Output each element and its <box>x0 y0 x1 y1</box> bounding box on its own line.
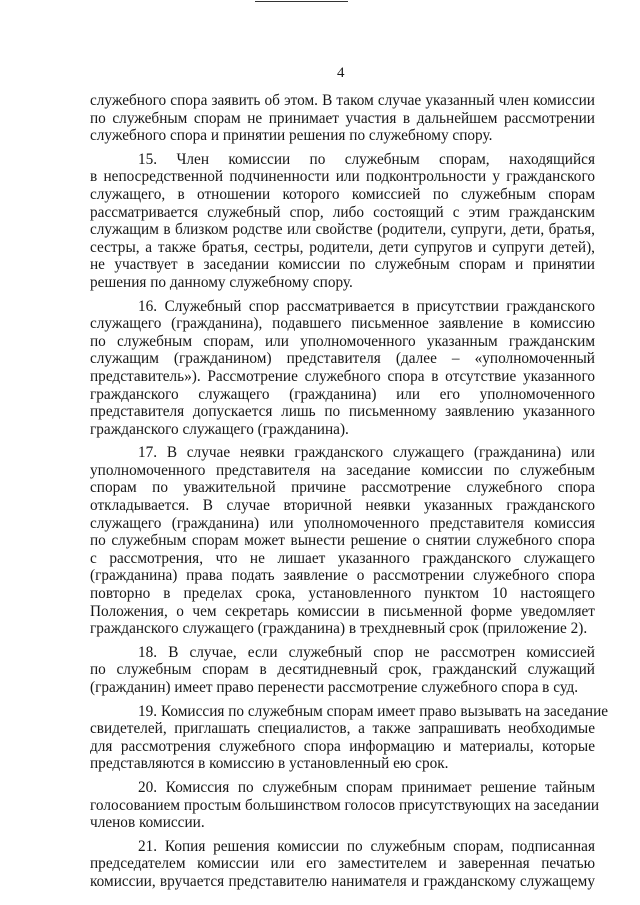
text-line: председателем комиссии или его заместителем и заверенная печатью <box>90 855 595 873</box>
text-line: по служебным спорам в десятидневный срок, гражданский служащий <box>90 661 595 679</box>
text-line: гражданского служащего (гражданина). <box>90 420 349 438</box>
text-line: 16. Служебный спор рассматривается в присутствии гражданского <box>138 297 595 315</box>
text-line: служебного спора заявить об этом. В таком случае указанный член комиссии <box>90 92 595 109</box>
top-rule <box>255 1 348 2</box>
paragraph-15 <box>90 151 595 292</box>
text-line: комиссии, вручается представителю нанимателя и гражданскому служащему <box>90 872 595 890</box>
paragraph-21 <box>90 838 595 891</box>
text-line: 17. В случае неявки гражданского служащего (гражданина) или <box>138 444 595 462</box>
text-line: представляются в комиссию в установленный ею срок. <box>90 755 449 773</box>
text-line: рассматривается служебный спор, либо состоящий с этим гражданским <box>90 203 595 221</box>
text-line: не участвует в заседании комиссии по служебным спорам и принятии <box>90 256 595 274</box>
document-body <box>90 92 609 897</box>
text-line: по служебным спорам может вынести решение о снятии служебного спора <box>90 532 595 550</box>
text-line: представитель»). Рассмотрение служебного спора в отсутствие указанного <box>90 367 595 385</box>
text-line: (гражданина) права подать заявление о рассмотрении служебного спора <box>90 567 595 585</box>
paragraph-20 <box>90 778 600 832</box>
text-line: 18. В случае, если служебный спор не рассмотрен комиссией <box>138 643 595 661</box>
text-line: по служебным спорам, или уполномоченного указанным гражданским <box>90 332 595 350</box>
text-line: гражданского служащего (гражданина) в трехдневный срок (приложение 2). <box>90 620 588 638</box>
text-line: спорам по уважительной причине рассмотрение служебного спора <box>90 479 595 497</box>
text-line: служащего, в отношении которого комиссией по служебным спорам <box>90 185 595 203</box>
text-line: членов комиссии. <box>90 814 205 832</box>
text-line: служащего (гражданина) или уполномоченного представителя комиссия <box>90 514 595 532</box>
text-line: по служебным спорам не принимает участия в дальнейшем рассмотрении <box>90 109 595 127</box>
text-line: 20. Комиссия по служебным спорам принимает решение тайным <box>138 778 595 796</box>
paragraph-continuation <box>90 92 595 145</box>
text-line: свидетелей, приглашать специалистов, а также запрашивать необходимые <box>90 720 595 738</box>
text-line: с рассмотрения, что не лишает указанного гражданского служащего <box>90 549 595 567</box>
text-line: гражданского служащего (гражданина) или его уполномоченного <box>90 385 595 403</box>
text-line: Положения, о чем секретарь комиссии в письменной форме уведомляет <box>90 602 595 620</box>
text-line: служебного спора и принятии решения по служебному спору. <box>90 127 493 145</box>
paragraph-18 <box>90 644 595 697</box>
text-line: 19. Комиссия по служебным спорам имеет право вызывать на заседание <box>138 702 609 720</box>
paragraph-17 <box>90 444 595 638</box>
text-line: представителя допускается лишь по письменному заявлению указанного <box>90 403 595 421</box>
text-line: откладывается. В случае вторичной неявки указанных гражданского <box>90 497 595 515</box>
page-number: 4 <box>337 65 345 81</box>
text-line: сестры, а также братья, сестры, родители, дети супругов и супруги детей), <box>90 238 595 256</box>
text-line: служащего (гражданина), подавшего письменное заявление в комиссию <box>90 315 595 333</box>
paragraph-16 <box>90 298 595 439</box>
text-line: решения по данному служебному спору. <box>90 273 353 291</box>
text-line: для рассмотрения служебного спора информацию и материалы, которые <box>90 737 595 755</box>
text-line: 21. Копия решения комиссии по служебным спорам, подписанная <box>138 837 595 855</box>
text-line: (гражданин) имеет право перенести рассмотрение служебного спора в суд. <box>90 679 579 696</box>
text-line: служащим (гражданином) представителя (далее – «уполномоченный <box>90 350 595 368</box>
text-line: уполномоченного представителя на заседание комиссии по служебным <box>90 461 595 479</box>
text-line: голосованием простым большинством голосов присутствующих на заседании <box>90 796 600 814</box>
text-line: повторно в пределах срока, установленного пунктом 10 настоящего <box>90 585 595 603</box>
text-line: 15. Член комиссии по служебным спорам, находящийся <box>138 150 595 168</box>
text-line: служащим в близком родстве или свойстве (родители, супруги, дети, братья, <box>90 221 595 239</box>
paragraph-19 <box>90 702 609 773</box>
text-line: в непосредственной подчиненности или подконтрольности у гражданского <box>90 168 595 186</box>
